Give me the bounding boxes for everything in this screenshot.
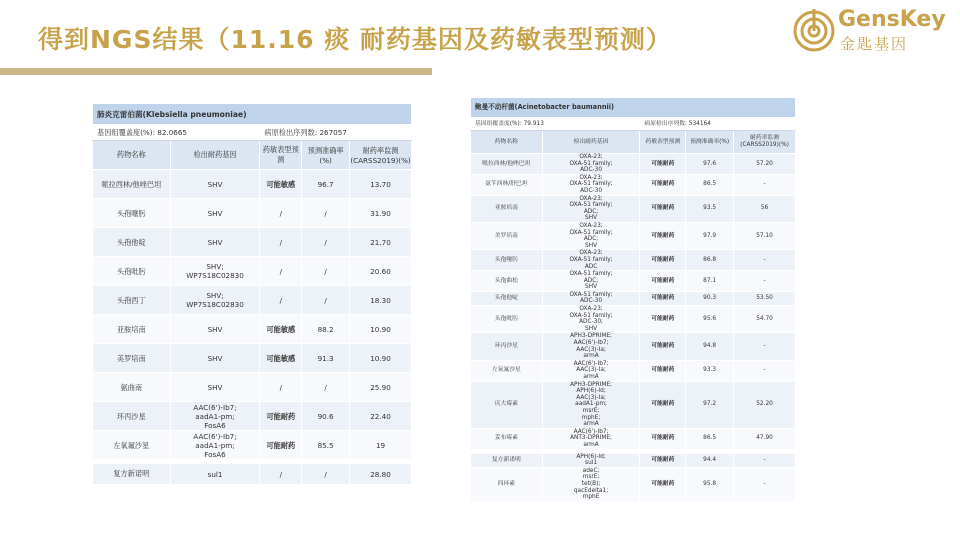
resistance-gene-cell: OXA-23; OXA-51 family; ADC bbox=[542, 250, 640, 271]
prediction-accuracy-cell: 97.2 bbox=[686, 381, 734, 428]
prediction-accuracy-cell: / bbox=[302, 228, 350, 257]
genome-coverage: 基因组覆盖度(%): 82.0665 bbox=[93, 125, 260, 141]
table-row bbox=[93, 344, 412, 373]
bacterium-name: 鲍曼不动杆菌(Acinetobacter baumannii) bbox=[471, 98, 796, 118]
resistance-rate-cell: 56 bbox=[734, 195, 796, 222]
resistance-gene-cell: OXA-51 family; ADC-30 bbox=[542, 291, 640, 305]
drug-name-cell: 头孢噻肟 bbox=[471, 250, 543, 271]
phenotype-prediction-cell: / bbox=[260, 228, 302, 257]
table-row bbox=[471, 271, 796, 292]
header-accuracy: 预测准确率(%) bbox=[302, 141, 350, 170]
header-drug-name: 药物名称 bbox=[93, 141, 171, 170]
resistance-rate-cell: - bbox=[734, 467, 796, 501]
resistance-rate-cell: 18.30 bbox=[350, 286, 412, 315]
table-row bbox=[471, 467, 796, 501]
resistance-gene-cell: SHV; WP7S18C02830 bbox=[170, 257, 260, 286]
drug-name-cell: 氨苄西林/舒巴坦 bbox=[471, 174, 543, 195]
slide-title: 得到NGS结果（11.16 痰 耐药基因及药敏表型预测） bbox=[38, 25, 672, 54]
resistance-rate-cell: - bbox=[734, 250, 796, 271]
drug-name-cell: 庆大霉素 bbox=[471, 381, 543, 428]
resistance-rate-cell: 19 bbox=[350, 431, 412, 460]
phenotype-prediction-cell: / bbox=[260, 464, 302, 485]
resistance-gene-cell: SHV bbox=[170, 315, 260, 344]
prediction-accuracy-cell: 97.6 bbox=[686, 154, 734, 175]
prediction-accuracy-cell: / bbox=[302, 257, 350, 286]
resistance-gene-cell: AAC(6')-Ib7; ANT3-DPRIME; armA bbox=[542, 428, 640, 449]
drug-name-cell: 环丙沙星 bbox=[93, 402, 171, 431]
prediction-accuracy-cell: 86.5 bbox=[686, 428, 734, 449]
header-resistance-gene: 检出耐药基因 bbox=[542, 131, 640, 154]
drug-name-cell: 美罗培南 bbox=[471, 222, 543, 249]
drug-name-cell: 左氧氟沙星 bbox=[93, 431, 171, 460]
prediction-accuracy-cell: 86.8 bbox=[686, 250, 734, 271]
prediction-accuracy-cell: 90.6 bbox=[302, 402, 350, 431]
resistance-rate-cell: 28.80 bbox=[350, 464, 412, 485]
drug-name-cell: 亚胺培南 bbox=[471, 195, 543, 222]
resistance-gene-cell: OXA-23; OXA-51 family; ADC; SHV bbox=[542, 195, 640, 222]
drug-name-cell: 头孢西丁 bbox=[93, 286, 171, 315]
resistance-gene-cell: APH3-DPRIME; APH(6)-Id; AAC(3)-Ia; aadA1-pm; msrE; mphE; armA bbox=[542, 381, 640, 428]
phenotype-prediction-cell: 可能耐药 bbox=[260, 402, 302, 431]
genskey-logo-icon bbox=[792, 6, 836, 54]
resistance-rate-cell: 54.70 bbox=[734, 306, 796, 333]
table-row bbox=[93, 464, 412, 485]
table-row bbox=[471, 381, 796, 428]
header-phenotype: 药敏表型预测 bbox=[260, 141, 302, 170]
phenotype-prediction-cell: 可能耐药 bbox=[640, 174, 686, 195]
phenotype-prediction-cell: 可能耐药 bbox=[640, 291, 686, 305]
header-drug-name: 药物名称 bbox=[471, 131, 543, 154]
table-row bbox=[93, 286, 412, 315]
resistance-gene-cell: APH(6)-Id; sul1 bbox=[542, 453, 640, 467]
bacterium-name: 肺炎克雷伯菌(Klebsiella pneumoniae) bbox=[93, 104, 412, 125]
resistance-gene-cell: adeC; msrE; tet(B); qacEdelta1; mphE bbox=[542, 467, 640, 501]
pathogen-reads: 病原检出序列数: 267057 bbox=[260, 125, 412, 141]
header-resistance-rate: 耐药率监测(CARSS2019)(%) bbox=[734, 131, 796, 154]
table-row bbox=[471, 306, 796, 333]
resistance-rate-cell: 10.90 bbox=[350, 315, 412, 344]
resistance-gene-cell: AAC(6')-Ib7; aadA1-pm; FosA6 bbox=[170, 431, 260, 460]
prediction-accuracy-cell: / bbox=[302, 286, 350, 315]
resistance-gene-cell: SHV bbox=[170, 373, 260, 402]
resistance-gene-cell: OXA-23; OXA-51 family; ADC-30; SHV bbox=[542, 306, 640, 333]
table-row bbox=[93, 199, 412, 228]
table-row bbox=[93, 170, 412, 199]
resistance-rate-cell: 10.90 bbox=[350, 344, 412, 373]
title-underline bbox=[0, 68, 432, 75]
table-row bbox=[93, 315, 412, 344]
table-row bbox=[471, 360, 796, 381]
table-row bbox=[93, 257, 412, 286]
prediction-accuracy-cell: 91.3 bbox=[302, 344, 350, 373]
prediction-accuracy-cell: 90.3 bbox=[686, 291, 734, 305]
phenotype-prediction-cell: 可能耐药 bbox=[640, 195, 686, 222]
phenotype-prediction-cell: 可能耐药 bbox=[640, 222, 686, 249]
phenotype-prediction-cell: 可能敏感 bbox=[260, 170, 302, 199]
table-row bbox=[471, 154, 796, 175]
logo-name: GensKey bbox=[838, 7, 946, 32]
drug-name-cell: 哌拉西林/他唑巴坦 bbox=[471, 154, 543, 175]
resistance-rate-cell: - bbox=[734, 271, 796, 292]
drug-name-cell: 哌拉西林/他唑巴坦 bbox=[93, 170, 171, 199]
resistance-gene-cell: OXA-23; OXA-51 family; ADC; SHV bbox=[542, 222, 640, 249]
drug-name-cell: 头孢吡肟 bbox=[471, 306, 543, 333]
table-row bbox=[471, 428, 796, 449]
phenotype-prediction-cell: 可能耐药 bbox=[640, 306, 686, 333]
prediction-accuracy-cell: / bbox=[302, 199, 350, 228]
phenotype-prediction-cell: / bbox=[260, 199, 302, 228]
acinetobacter-resistance-table bbox=[470, 97, 796, 502]
logo-subtitle: 金匙基因 bbox=[840, 35, 909, 53]
resistance-rate-cell: - bbox=[734, 360, 796, 381]
table-row bbox=[471, 174, 796, 195]
prediction-accuracy-cell: 93.5 bbox=[686, 195, 734, 222]
prediction-accuracy-cell: 94.8 bbox=[686, 333, 734, 360]
resistance-rate-cell: 21.70 bbox=[350, 228, 412, 257]
phenotype-prediction-cell: 可能耐药 bbox=[640, 154, 686, 175]
resistance-gene-cell: SHV; WP7S18C02830 bbox=[170, 286, 260, 315]
phenotype-prediction-cell: 可能敏感 bbox=[260, 315, 302, 344]
phenotype-prediction-cell: 可能耐药 bbox=[640, 360, 686, 381]
drug-name-cell: 环丙沙星 bbox=[471, 333, 543, 360]
table-row bbox=[93, 373, 412, 402]
drug-name-cell: 氨曲南 bbox=[93, 373, 171, 402]
resistance-gene-cell: SHV bbox=[170, 199, 260, 228]
phenotype-prediction-cell: / bbox=[260, 286, 302, 315]
drug-name-cell: 亚胺培南 bbox=[93, 315, 171, 344]
resistance-rate-cell: 47.90 bbox=[734, 428, 796, 449]
phenotype-prediction-cell: 可能耐药 bbox=[640, 467, 686, 501]
drug-name-cell: 头孢他啶 bbox=[93, 228, 171, 257]
resistance-rate-cell: 20.60 bbox=[350, 257, 412, 286]
resistance-rate-cell: 31.90 bbox=[350, 199, 412, 228]
table-row bbox=[93, 431, 412, 460]
phenotype-prediction-cell: 可能耐药 bbox=[640, 453, 686, 467]
table-row bbox=[471, 291, 796, 305]
genskey-logo bbox=[792, 6, 956, 56]
genome-coverage: 基因组覆盖度(%): 79.913 bbox=[471, 118, 640, 131]
phenotype-prediction-cell: 可能耐药 bbox=[260, 431, 302, 460]
resistance-rate-cell: 53.50 bbox=[734, 291, 796, 305]
header-accuracy: 预测准确率(%) bbox=[686, 131, 734, 154]
phenotype-prediction-cell: 可能耐药 bbox=[640, 333, 686, 360]
drug-name-cell: 妥布霉素 bbox=[471, 428, 543, 449]
prediction-accuracy-cell: 97.9 bbox=[686, 222, 734, 249]
drug-name-cell: 复方新诺明 bbox=[471, 453, 543, 467]
prediction-accuracy-cell: 87.1 bbox=[686, 271, 734, 292]
resistance-gene-cell: SHV bbox=[170, 170, 260, 199]
prediction-accuracy-cell: 96.7 bbox=[302, 170, 350, 199]
drug-name-cell: 复方新诺明 bbox=[93, 464, 171, 485]
drug-name-cell: 头孢他啶 bbox=[471, 291, 543, 305]
prediction-accuracy-cell: / bbox=[302, 373, 350, 402]
prediction-accuracy-cell: 95.8 bbox=[686, 467, 734, 501]
resistance-rate-cell: 13.70 bbox=[350, 170, 412, 199]
phenotype-prediction-cell: 可能敏感 bbox=[260, 344, 302, 373]
drug-name-cell: 头孢曲松 bbox=[471, 271, 543, 292]
table-row bbox=[93, 228, 412, 257]
prediction-accuracy-cell: 95.6 bbox=[686, 306, 734, 333]
pathogen-reads: 病原检出序列数: 534164 bbox=[640, 118, 796, 131]
drug-name-cell: 头孢噻肟 bbox=[93, 199, 171, 228]
resistance-gene-cell: SHV bbox=[170, 344, 260, 373]
drug-name-cell: 左氧氟沙星 bbox=[471, 360, 543, 381]
prediction-accuracy-cell: 85.5 bbox=[302, 431, 350, 460]
resistance-gene-cell: APH3-DPRIME; AAC(6')-Ib7; AAC(3)-Ia; armA bbox=[542, 333, 640, 360]
table-row bbox=[471, 453, 796, 467]
klebsiella-resistance-table bbox=[92, 103, 412, 485]
header-resistance-gene: 检出耐药基因 bbox=[170, 141, 260, 170]
phenotype-prediction-cell: 可能耐药 bbox=[640, 271, 686, 292]
prediction-accuracy-cell: 88.2 bbox=[302, 315, 350, 344]
phenotype-prediction-cell: 可能耐药 bbox=[640, 428, 686, 449]
resistance-rate-cell: - bbox=[734, 174, 796, 195]
phenotype-prediction-cell: / bbox=[260, 373, 302, 402]
resistance-gene-cell: OXA-23; OXA-51 family; ADC-30 bbox=[542, 174, 640, 195]
resistance-gene-cell: sul1 bbox=[170, 464, 260, 485]
resistance-gene-cell: AAC(6')-Ib7; AAC(3)-Ia; armA bbox=[542, 360, 640, 381]
resistance-gene-cell: AAC(6')-Ib7; aadA1-pm; FosA6 bbox=[170, 402, 260, 431]
resistance-rate-cell: 57.10 bbox=[734, 222, 796, 249]
header-resistance-rate: 耐药率监测(CARSS2019)(%) bbox=[350, 141, 412, 170]
table-row bbox=[471, 222, 796, 249]
resistance-gene-cell: SHV bbox=[170, 228, 260, 257]
header-phenotype: 药敏表型预测 bbox=[640, 131, 686, 154]
resistance-rate-cell: 22.40 bbox=[350, 402, 412, 431]
resistance-rate-cell: 57.20 bbox=[734, 154, 796, 175]
resistance-gene-cell: OXA-51 family; ADC; SHV bbox=[542, 271, 640, 292]
resistance-rate-cell: 25.90 bbox=[350, 373, 412, 402]
phenotype-prediction-cell: / bbox=[260, 257, 302, 286]
resistance-rate-cell: - bbox=[734, 453, 796, 467]
drug-name-cell: 美罗培南 bbox=[93, 344, 171, 373]
drug-name-cell: 头孢吡肟 bbox=[93, 257, 171, 286]
prediction-accuracy-cell: / bbox=[302, 464, 350, 485]
table-row bbox=[471, 333, 796, 360]
prediction-accuracy-cell: 93.3 bbox=[686, 360, 734, 381]
table-row bbox=[471, 250, 796, 271]
resistance-rate-cell: - bbox=[734, 333, 796, 360]
prediction-accuracy-cell: 94.4 bbox=[686, 453, 734, 467]
table-row bbox=[93, 402, 412, 431]
drug-name-cell: 四环素 bbox=[471, 467, 543, 501]
resistance-gene-cell: OXA-23; OXA-51 family; ADC-30 bbox=[542, 154, 640, 175]
phenotype-prediction-cell: 可能耐药 bbox=[640, 381, 686, 428]
resistance-rate-cell: 52.20 bbox=[734, 381, 796, 428]
phenotype-prediction-cell: 可能耐药 bbox=[640, 250, 686, 271]
prediction-accuracy-cell: 86.5 bbox=[686, 174, 734, 195]
table-row bbox=[471, 195, 796, 222]
